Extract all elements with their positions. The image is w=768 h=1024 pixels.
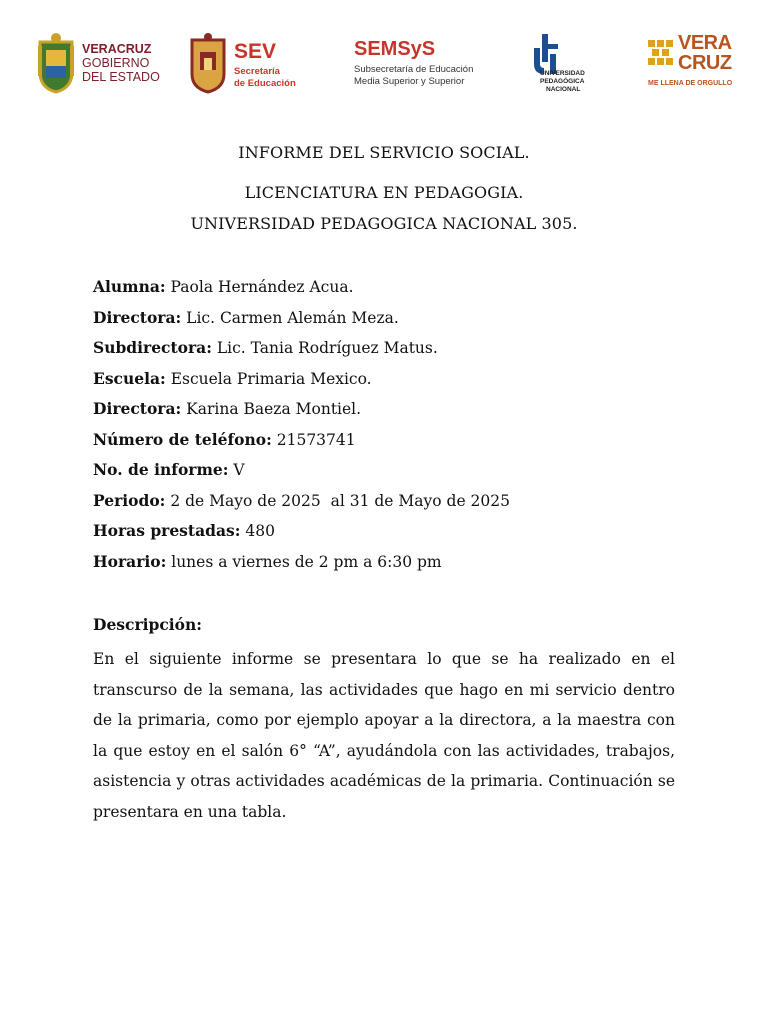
upn-logo-line2: PEDAGÓGICA	[540, 78, 585, 85]
semsys-logo-line1: Subsecretaría de Educación	[354, 64, 474, 75]
field-value: Escuela Primaria Mexico.	[165, 369, 372, 388]
description-text: En el siguiente informe se presentara lo que se ha realizado en el transcurso de la semana, las actividades que hago en mi servicio dentro de la primaria, como por ejemplo apoyar a la directora, a la maestra con la que estoy en el salón 6° “A”, ayudándola con las actividades, trabajos, asistencia y otras actividades académicas de la primaria. Continuación se presentara en una tabla.	[93, 650, 675, 821]
sev-logo	[188, 30, 308, 96]
field-value: Lic. Tania Rodríguez Matus.	[211, 339, 438, 357]
field-value: 21573741	[271, 430, 356, 449]
field-label: Directora:	[93, 399, 182, 418]
field-schedule	[93, 552, 693, 583]
field-value: Lic. Carmen Alemán Meza.	[181, 308, 399, 327]
field-student	[93, 277, 693, 308]
field-phone	[93, 430, 693, 461]
university-title: UNIVERSIDAD PEDAGOGICA NACIONAL 305.	[190, 214, 578, 233]
semsys-logo	[354, 30, 484, 96]
field-label: Número de teléfono:	[93, 429, 272, 449]
field-school	[93, 369, 693, 400]
veracruz-logo-line1: VERACRUZ	[82, 42, 152, 56]
veracruz-brand-tagline	[648, 80, 732, 87]
sev-emblem-icon	[188, 32, 228, 94]
veracruz-brand-line2: CRUZ	[678, 52, 732, 74]
field-school-director	[93, 399, 693, 430]
field-value: 480	[240, 522, 275, 540]
description-heading: Descripción:	[93, 615, 203, 634]
field-value: 2 de Mayo de 2025 al 31 de Mayo de 2025	[165, 491, 510, 510]
field-label: Horas prestadas:	[93, 521, 241, 540]
sev-logo-line1: Secretaría	[234, 66, 280, 77]
sev-logo-line2: de Educación	[234, 78, 296, 89]
field-value: Paola Hernández Acua.	[165, 278, 354, 296]
semsys-logo-name: SEMSyS	[354, 38, 436, 60]
field-value: Karina Baeza Montiel.	[181, 400, 362, 418]
veracruz-brand-tagline-b: ORGULLO	[697, 80, 733, 87]
veracruz-brand-logo	[646, 30, 736, 96]
upn-logo	[530, 30, 600, 96]
field-hours	[93, 521, 693, 552]
field-label: No. de informe:	[93, 460, 229, 479]
degree-title: LICENCIATURA EN PEDAGOGIA.	[244, 183, 524, 202]
field-label: Periodo:	[93, 490, 166, 510]
upn-logo-line3: NACIONAL	[546, 86, 581, 93]
field-label: Directora:	[93, 307, 182, 327]
field-report-number	[93, 460, 693, 491]
report-title: INFORME DEL SERVICIO SOCIAL.	[238, 143, 530, 162]
field-label: Alumna:	[93, 277, 166, 296]
veracruz-logo-line2: GOBIERNO	[82, 56, 150, 70]
veracruz-logo-line3: DEL ESTADO	[82, 70, 160, 84]
veracruz-brand-tagline-a: ME LLENA DE	[648, 80, 698, 87]
field-value: lunes a viernes de 2 pm a 6:30 pm	[166, 552, 442, 571]
field-subdirector	[93, 338, 693, 369]
veracruz-brand-pattern-icon	[646, 38, 676, 74]
veracruz-brand-line1: VERA	[678, 32, 732, 54]
field-label: Horario:	[93, 551, 167, 571]
report-fields	[93, 277, 693, 582]
field-label: Subdirectora:	[93, 338, 212, 357]
upn-logo-line1: UNIVERSIDAD	[540, 70, 585, 77]
field-period	[93, 491, 693, 522]
veracruz-coat-of-arms-icon	[36, 32, 76, 94]
veracruz-government-logo	[36, 30, 160, 96]
sev-logo-name: SEV	[234, 40, 277, 63]
field-label: Escuela:	[93, 368, 166, 388]
logo-strip	[0, 30, 768, 100]
field-director	[93, 308, 693, 339]
field-value: V	[228, 461, 245, 479]
semsys-logo-line2: Media Superior y Superior	[354, 76, 465, 87]
